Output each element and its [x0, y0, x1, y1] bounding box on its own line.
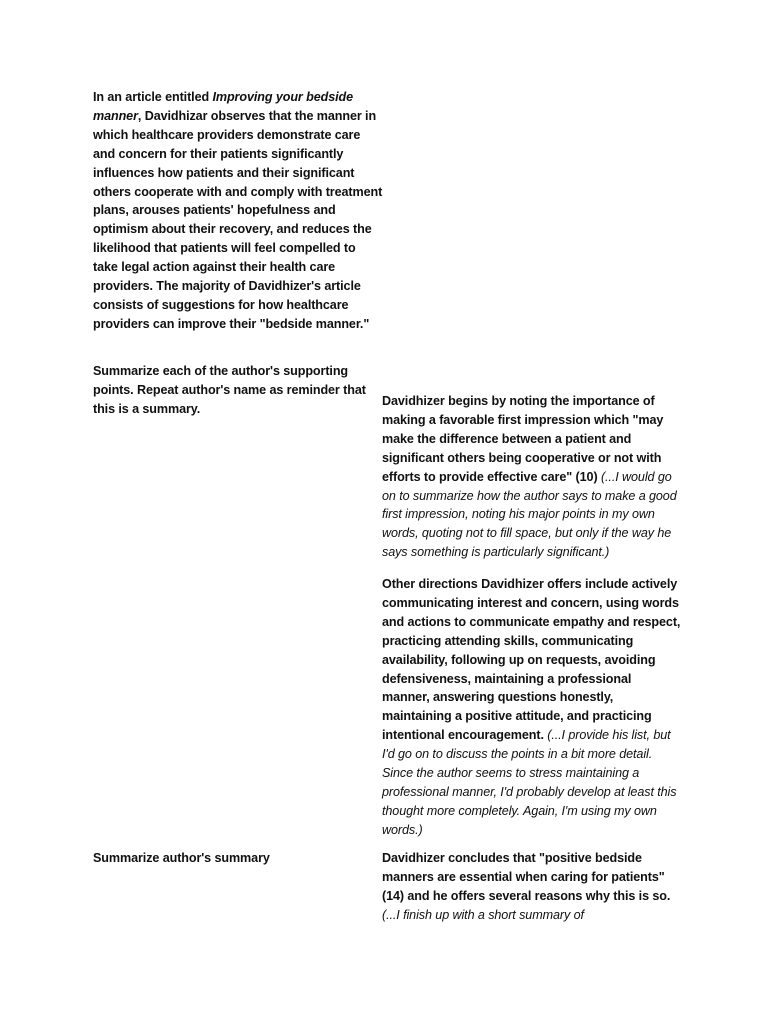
summary-paragraph-first-impression	[382, 392, 682, 562]
intro-text-start: In an article entitled	[93, 90, 213, 104]
heading-supporting-points: Summarize each of the author's supporting points. Repeat author's name as reminder that this is a summary.	[93, 364, 366, 416]
intro-text-rest: , Davidhizar observes that the manner in which healthcare providers demonstrate care and concern for their patients significantly influences how patients and their significant others cooperate with and comply with treatment plans, arouses patients' hopefulness and optimism about their recovery, and reduces the likelihood that patients will feel compelled to take legal action against their health care providers. The majority of Davidhizer's article consists of suggestions for how healthcare providers can improve their "bedside manner."	[93, 108, 383, 331]
summary-paragraph-1-note: (...I would go on to summarize how the author says to make a good first impression, noting his major points in my own words, quoting not to fill space, but only if the way he says something is particularly significant.)	[382, 469, 677, 560]
heading-author-summary: Summarize author's summary	[93, 851, 270, 865]
intro-paragraph	[93, 88, 383, 334]
summary-paragraph-1-text: Davidhizer begins by noting the importance of making a favorable first impression which "may make the difference between a patient and significant others being cooperative or not with efforts to provide effective care" (10)	[382, 394, 664, 484]
summary-paragraph-directions	[382, 575, 682, 840]
article-title: Improving your bedside manner	[93, 90, 354, 123]
summary-paragraph-conclusion	[382, 849, 682, 925]
summary-paragraph-2-text: Other directions Davidhizer offers include actively communicating interest and concern, using words and actions to communicate empathy and respect, practicing attending skills, communicating availability, following up on requests, avoiding defensiveness, maintaining a professional manner, answering questions honestly, maintaining a positive attitude, and practicing intentional encouragement.	[382, 577, 681, 743]
summary-paragraph-3-note: (...I finish up with a short summary of	[382, 907, 584, 922]
summary-paragraph-2-note: (...I provide his list, but I'd go on to discuss the points in a bit more detail. Since the author seems to stress maintaining a professional manner, I'd probably develop at least this thought more completely. Again, I'm using my own words.)	[382, 728, 677, 837]
summary-paragraph-3-text: Davidhizer concludes that "positive bedside manners are essential when caring for patients" (14) and he offers several reasons why this is so.	[382, 851, 671, 903]
